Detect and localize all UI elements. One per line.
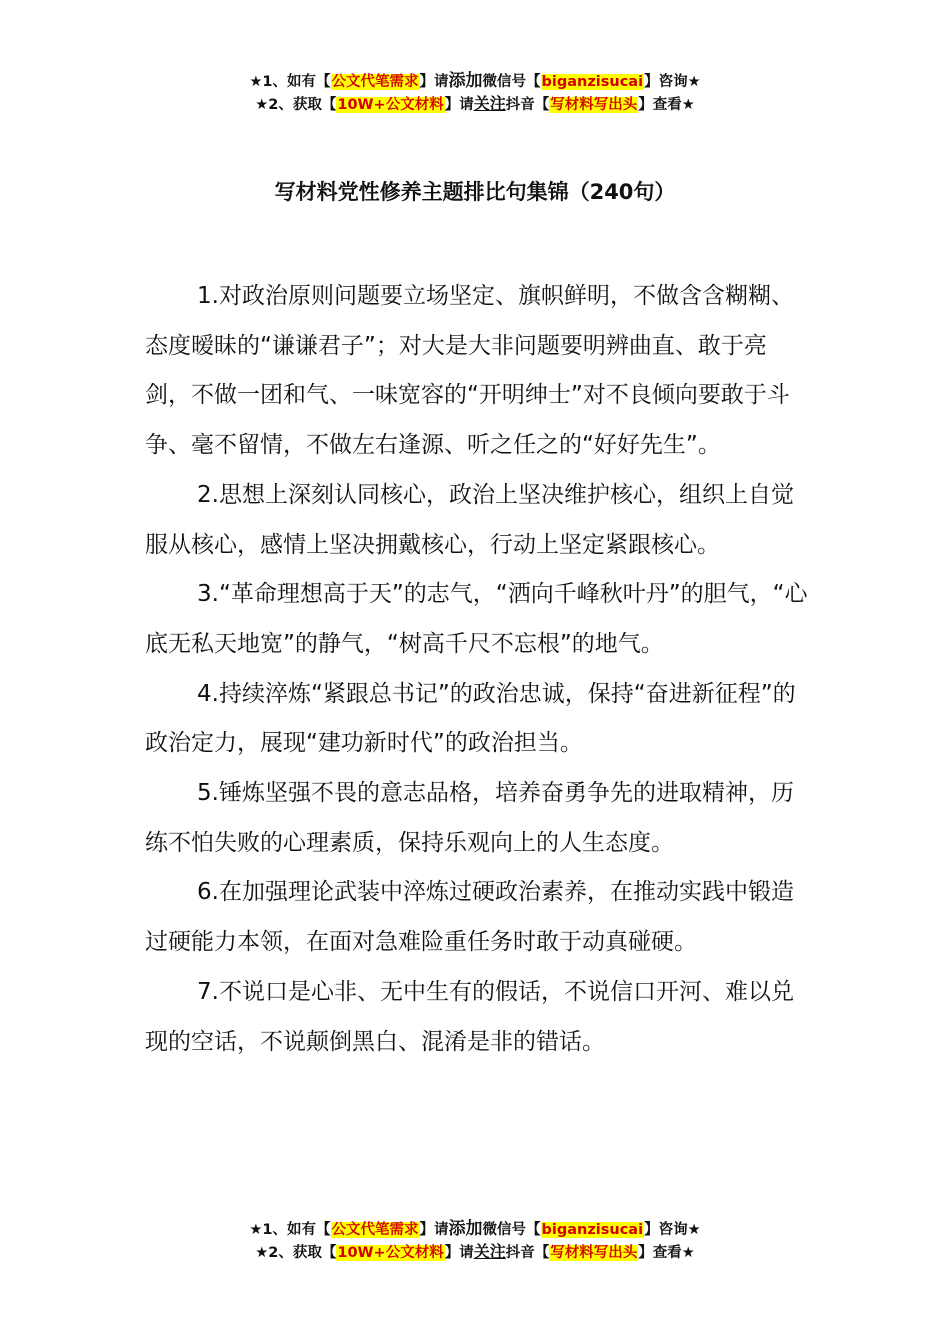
banner-text: 】查看★ <box>638 97 695 113</box>
paragraph: 3.“革命理想高于天”的志气，“洒向千峰秋叶丹”的胆气，“心底无私天地宽”的静气，“树高千尺不忘根”的地气。 <box>145 581 808 657</box>
banner-text: ★1、如有【 <box>249 74 331 90</box>
banner-line-2 <box>0 1241 950 1264</box>
banner-text: 抖音【 <box>505 97 550 113</box>
banner-text: ★1、如有【 <box>249 1222 331 1238</box>
banner-emphasis: 添加 <box>448 71 483 91</box>
banner-text: 微信号【 <box>482 1222 541 1238</box>
banner-text: 抖音【 <box>505 1245 550 1261</box>
banner-line-1 <box>0 70 950 93</box>
highlight-materials: 10W+公文材料 <box>337 1245 444 1261</box>
paragraph: 4.持续淬炼“紧跟总书记”的政治忠诚，保持“奋进新征程”的政治定力，展现“建功新时代”的政治担当。 <box>145 680 796 757</box>
document-body <box>145 272 810 1067</box>
highlight-ghostwriting: 公文代笔需求 <box>331 74 419 90</box>
banner-line-1 <box>0 1218 950 1241</box>
banner-text: 】咨询★ <box>644 1222 701 1238</box>
banner-text: ★2、获取【 <box>255 1245 337 1261</box>
header-banner <box>0 70 950 116</box>
banner-text: 微信号【 <box>482 74 541 90</box>
paragraph: 7.不说口是心非、无中生有的假话，不说信口开河、难以兑现的空话，不说颠倒黑白、混淆是非的错话。 <box>145 978 794 1055</box>
banner-emphasis: 添加 <box>448 1219 483 1239</box>
banner-text: ★2、获取【 <box>255 97 337 113</box>
highlight-wechat-id: biganzisucai <box>541 74 644 90</box>
banner-line-2 <box>0 93 950 116</box>
footer-banner <box>0 1218 950 1264</box>
banner-text: 】请 <box>419 74 449 90</box>
banner-text: 】查看★ <box>638 1245 695 1261</box>
banner-text: 】请 <box>419 1222 449 1238</box>
banner-underline: 关注 <box>473 1242 506 1261</box>
paragraph: 6.在加强理论武装中淬炼过硬政治素养，在推动实践中锻造过硬能力本领，在面对急难险重任务时敢于动真碰硬。 <box>145 879 794 956</box>
banner-text: 】请 <box>444 1245 474 1261</box>
banner-text: 】咨询★ <box>644 74 701 90</box>
document-title: 写材料党性修养主题排比句集锦（240句） <box>274 180 676 204</box>
highlight-douyin-account: 写材料写出头 <box>550 1245 638 1261</box>
highlight-ghostwriting: 公文代笔需求 <box>331 1222 419 1238</box>
banner-underline: 关注 <box>473 94 506 113</box>
highlight-wechat-id: biganzisucai <box>541 1222 644 1238</box>
paragraph: 1.对政治原则问题要立场坚定、旗帜鲜明，不做含含糊糊、态度暧昧的“谦谦君子”；对大是大非问题要明辨曲直、敢于亮剑，不做一团和气、一味宽容的“开明绅士”对不良倾向要敢于斗争、毫不留情，不做左右逢源、听之任之的“好好先生”。 <box>145 283 794 459</box>
highlight-materials: 10W+公文材料 <box>337 97 444 113</box>
banner-text: 】请 <box>444 97 474 113</box>
paragraph: 5.锤炼坚强不畏的意志品格，培养奋勇争先的进取精神，历练不怕失败的心理素质，保持乐观向上的人生态度。 <box>145 780 794 856</box>
paragraph: 2.思想上深刻认同核心，政治上坚决维护核心，组织上自觉服从核心，感情上坚决拥戴核心，行动上坚定紧跟核心。 <box>145 481 794 558</box>
highlight-douyin-account: 写材料写出头 <box>550 97 638 113</box>
